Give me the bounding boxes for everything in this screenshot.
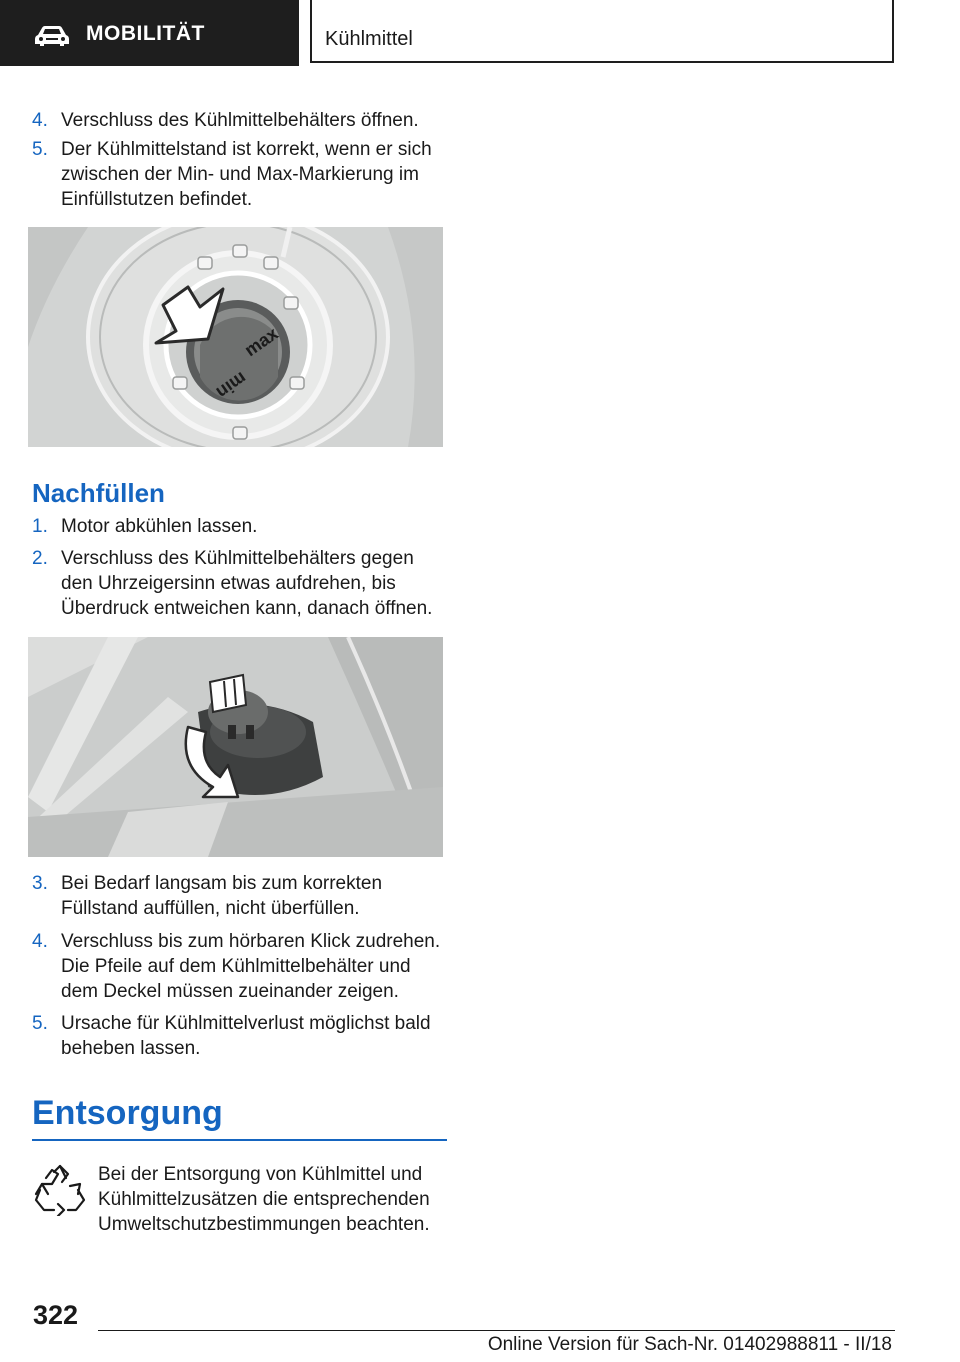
step-text: Der Kühlmittelstand ist korrekt, wenn er sich zwischen der Min- und Max-Markierung im Einfüllstutzen befindet. — [61, 139, 432, 210]
step-number: 2. — [32, 548, 48, 569]
step-number: 5. — [32, 1013, 48, 1034]
recycle-icon — [34, 1164, 86, 1216]
footer-online-version: Online Version für Sach-Nr. 01402988811 - II/18 — [487, 1334, 892, 1355]
section-heading-large: Entsorgung — [32, 1094, 223, 1132]
page-number: 322 — [33, 1300, 79, 1330]
step-text: Verschluss des Kühlmittelbehälters gegen den Uhrzeigersinn etwas aufdrehen, bis Überdruck entweichen kann, danach öffnen. — [61, 548, 433, 619]
section-heading: Nachfüllen — [32, 478, 165, 508]
step-text: Motor abkühlen lassen. — [61, 516, 258, 537]
max-label: max — [240, 323, 282, 361]
step-text: Bei Bedarf langsam bis zum korrekten Füllstand auffüllen, nicht überfüllen. — [61, 873, 383, 919]
step-number: 3. — [32, 873, 48, 894]
step-number: 5. — [32, 139, 48, 160]
open-cap-figure — [28, 637, 443, 857]
step-number: 1. — [32, 516, 48, 537]
min-label: min — [212, 367, 251, 403]
disposal-note: Bei der Entsorgung von Kühlmittel und Kühlmittelzusätzen die entsprechenden Umweltschutzbestimmungen beachten. — [98, 1164, 430, 1235]
section-title: MOBILITÄT — [86, 22, 205, 45]
chapter-title: Kühlmittel — [325, 28, 413, 50]
step-text: Ursache für Kühlmittelverlust möglichst bald beheben lassen. — [61, 1013, 431, 1059]
footer-rule — [98, 1330, 895, 1331]
chapter-header — [310, 0, 894, 63]
section-header — [0, 0, 299, 66]
step-number: 4. — [32, 931, 48, 952]
step-number: 4. — [32, 110, 48, 131]
coolant-level-figure — [28, 227, 443, 447]
heading-rule — [32, 1139, 447, 1141]
step-text: Verschluss des Kühlmittelbehälters öffnen. — [61, 110, 419, 131]
car-icon — [34, 25, 70, 47]
step-text: Verschluss bis zum hörbaren Klick zudrehen. Die Pfeile auf dem Kühlmittelbehälter und dem Deckel müssen zueinander zeigen. — [61, 931, 441, 1002]
